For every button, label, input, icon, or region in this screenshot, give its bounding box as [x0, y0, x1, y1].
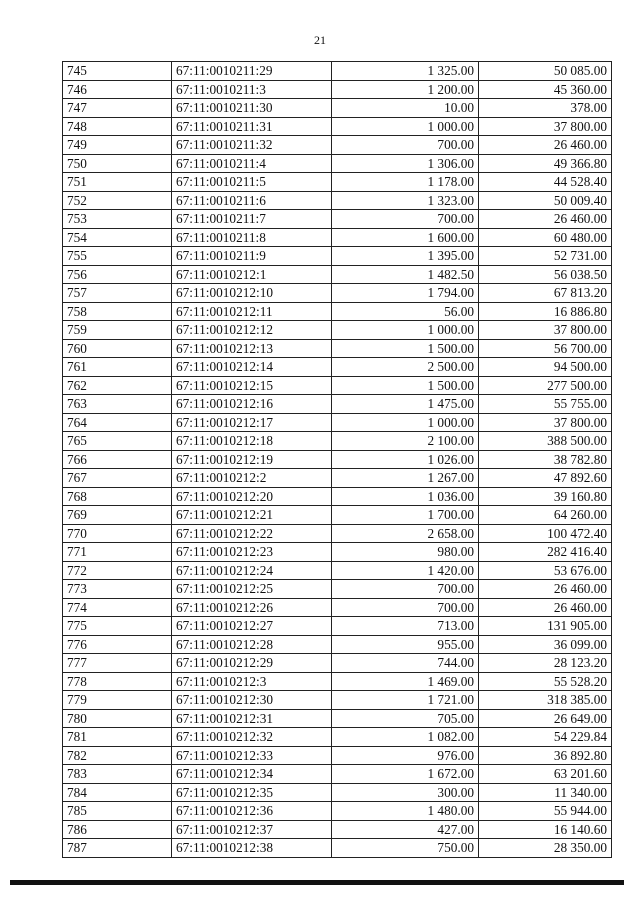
page-number: 21 [314, 33, 326, 47]
cadastral-number-cell: 67:11:0010212:33 [172, 746, 332, 765]
area-cell: 1 036.00 [332, 487, 479, 506]
cadastral-number-cell: 67:11:0010211:5 [172, 173, 332, 192]
cadastral-number-cell: 67:11:0010211:9 [172, 247, 332, 266]
value-cell: 36 892.80 [479, 746, 612, 765]
table-row [63, 709, 612, 728]
row-number-cell: 748 [63, 117, 172, 136]
row-number-cell: 759 [63, 321, 172, 340]
cadastral-number-cell: 67:11:0010212:11 [172, 302, 332, 321]
table-row [63, 247, 612, 266]
area-cell: 10.00 [332, 99, 479, 118]
cadastral-number-cell: 67:11:0010212:10 [172, 284, 332, 303]
area-cell: 1 721.00 [332, 691, 479, 710]
cadastral-number-cell: 67:11:0010212:17 [172, 413, 332, 432]
value-cell: 16 140.60 [479, 820, 612, 839]
value-cell: 38 782.80 [479, 450, 612, 469]
table-row [63, 321, 612, 340]
value-cell: 282 416.40 [479, 543, 612, 562]
value-cell: 28 350.00 [479, 839, 612, 858]
row-number-cell: 771 [63, 543, 172, 562]
cadastral-number-cell: 67:11:0010212:29 [172, 654, 332, 673]
value-cell: 63 201.60 [479, 765, 612, 784]
cadastral-number-cell: 67:11:0010211:29 [172, 62, 332, 81]
table-row [63, 432, 612, 451]
area-cell: 2 658.00 [332, 524, 479, 543]
row-number-cell: 765 [63, 432, 172, 451]
area-cell: 1 475.00 [332, 395, 479, 414]
table-row [63, 413, 612, 432]
table-row [63, 450, 612, 469]
table-row [63, 99, 612, 118]
area-cell: 700.00 [332, 136, 479, 155]
value-cell: 45 360.00 [479, 80, 612, 99]
row-number-cell: 776 [63, 635, 172, 654]
row-number-cell: 775 [63, 617, 172, 636]
row-number-cell: 746 [63, 80, 172, 99]
cadastral-number-cell: 67:11:0010212:32 [172, 728, 332, 747]
cadastral-number-cell: 67:11:0010212:25 [172, 580, 332, 599]
value-cell: 50 085.00 [479, 62, 612, 81]
row-number-cell: 766 [63, 450, 172, 469]
cadastral-number-cell: 67:11:0010212:31 [172, 709, 332, 728]
value-cell: 28 123.20 [479, 654, 612, 673]
table-row [63, 117, 612, 136]
cadastral-number-cell: 67:11:0010212:28 [172, 635, 332, 654]
cadastral-number-cell: 67:11:0010211:31 [172, 117, 332, 136]
cadastral-number-cell: 67:11:0010212:30 [172, 691, 332, 710]
value-cell: 100 472.40 [479, 524, 612, 543]
cadastral-number-cell: 67:11:0010212:37 [172, 820, 332, 839]
table-row [63, 783, 612, 802]
table-row [63, 154, 612, 173]
value-cell: 26 460.00 [479, 580, 612, 599]
table-row [63, 358, 612, 377]
cadastral-number-cell: 67:11:0010211:8 [172, 228, 332, 247]
cadastral-number-cell: 67:11:0010212:12 [172, 321, 332, 340]
table-row [63, 598, 612, 617]
area-cell: 700.00 [332, 210, 479, 229]
table-row [63, 395, 612, 414]
table-row [63, 765, 612, 784]
table-row [63, 839, 612, 858]
row-number-cell: 752 [63, 191, 172, 210]
row-number-cell: 773 [63, 580, 172, 599]
row-number-cell: 772 [63, 561, 172, 580]
cadastral-number-cell: 67:11:0010212:20 [172, 487, 332, 506]
row-number-cell: 785 [63, 802, 172, 821]
row-number-cell: 780 [63, 709, 172, 728]
row-number-cell: 750 [63, 154, 172, 173]
row-number-cell: 770 [63, 524, 172, 543]
area-cell: 2 500.00 [332, 358, 479, 377]
value-cell: 56 700.00 [479, 339, 612, 358]
row-number-cell: 783 [63, 765, 172, 784]
area-cell: 1 200.00 [332, 80, 479, 99]
table-row [63, 210, 612, 229]
table-row [63, 746, 612, 765]
cadastral-table [62, 61, 612, 858]
cadastral-number-cell: 67:11:0010212:18 [172, 432, 332, 451]
area-cell: 1 000.00 [332, 413, 479, 432]
table-row [63, 376, 612, 395]
area-cell: 1 082.00 [332, 728, 479, 747]
cadastral-number-cell: 67:11:0010212:19 [172, 450, 332, 469]
area-cell: 1 323.00 [332, 191, 479, 210]
cadastral-number-cell: 67:11:0010212:26 [172, 598, 332, 617]
value-cell: 318 385.00 [479, 691, 612, 710]
row-number-cell: 754 [63, 228, 172, 247]
cadastral-number-cell: 67:11:0010212:3 [172, 672, 332, 691]
table-row [63, 802, 612, 821]
row-number-cell: 764 [63, 413, 172, 432]
row-number-cell: 782 [63, 746, 172, 765]
area-cell: 1 500.00 [332, 376, 479, 395]
value-cell: 55 755.00 [479, 395, 612, 414]
value-cell: 37 800.00 [479, 321, 612, 340]
table-row [63, 469, 612, 488]
row-number-cell: 769 [63, 506, 172, 525]
table-row [63, 80, 612, 99]
bottom-divider [10, 880, 624, 885]
row-number-cell: 774 [63, 598, 172, 617]
area-cell: 1 500.00 [332, 339, 479, 358]
cadastral-number-cell: 67:11:0010212:36 [172, 802, 332, 821]
cadastral-number-cell: 67:11:0010212:14 [172, 358, 332, 377]
table-row [63, 524, 612, 543]
area-cell: 700.00 [332, 580, 479, 599]
area-cell: 1 672.00 [332, 765, 479, 784]
value-cell: 60 480.00 [479, 228, 612, 247]
value-cell: 56 038.50 [479, 265, 612, 284]
value-cell: 26 649.00 [479, 709, 612, 728]
area-cell: 1 325.00 [332, 62, 479, 81]
area-cell: 300.00 [332, 783, 479, 802]
area-cell: 1 482.50 [332, 265, 479, 284]
cadastral-number-cell: 67:11:0010212:34 [172, 765, 332, 784]
cadastral-number-cell: 67:11:0010212:23 [172, 543, 332, 562]
area-cell: 750.00 [332, 839, 479, 858]
area-cell: 56.00 [332, 302, 479, 321]
row-number-cell: 778 [63, 672, 172, 691]
area-cell: 2 100.00 [332, 432, 479, 451]
row-number-cell: 763 [63, 395, 172, 414]
row-number-cell: 758 [63, 302, 172, 321]
area-cell: 980.00 [332, 543, 479, 562]
table-row [63, 191, 612, 210]
value-cell: 49 366.80 [479, 154, 612, 173]
value-cell: 131 905.00 [479, 617, 612, 636]
area-cell: 427.00 [332, 820, 479, 839]
cadastral-number-cell: 67:11:0010211:32 [172, 136, 332, 155]
cadastral-number-cell: 67:11:0010212:1 [172, 265, 332, 284]
table-row [63, 654, 612, 673]
table-row [63, 506, 612, 525]
row-number-cell: 781 [63, 728, 172, 747]
row-number-cell: 784 [63, 783, 172, 802]
table-row [63, 820, 612, 839]
value-cell: 26 460.00 [479, 598, 612, 617]
cadastral-number-cell: 67:11:0010211:6 [172, 191, 332, 210]
area-cell: 713.00 [332, 617, 479, 636]
area-cell: 976.00 [332, 746, 479, 765]
value-cell: 388 500.00 [479, 432, 612, 451]
area-cell: 705.00 [332, 709, 479, 728]
row-number-cell: 787 [63, 839, 172, 858]
value-cell: 39 160.80 [479, 487, 612, 506]
cadastral-number-cell: 67:11:0010212:22 [172, 524, 332, 543]
row-number-cell: 779 [63, 691, 172, 710]
table-row [63, 487, 612, 506]
row-number-cell: 762 [63, 376, 172, 395]
row-number-cell: 753 [63, 210, 172, 229]
cadastral-number-cell: 67:11:0010212:38 [172, 839, 332, 858]
cadastral-number-cell: 67:11:0010212:15 [172, 376, 332, 395]
row-number-cell: 768 [63, 487, 172, 506]
cadastral-number-cell: 67:11:0010211:7 [172, 210, 332, 229]
value-cell: 26 460.00 [479, 136, 612, 155]
table-row [63, 543, 612, 562]
table-row [63, 173, 612, 192]
area-cell: 1 420.00 [332, 561, 479, 580]
area-cell: 1 600.00 [332, 228, 479, 247]
area-cell: 1 306.00 [332, 154, 479, 173]
cadastral-number-cell: 67:11:0010212:2 [172, 469, 332, 488]
value-cell: 26 460.00 [479, 210, 612, 229]
cadastral-number-cell: 67:11:0010212:16 [172, 395, 332, 414]
row-number-cell: 760 [63, 339, 172, 358]
area-cell: 1 700.00 [332, 506, 479, 525]
row-number-cell: 767 [63, 469, 172, 488]
area-cell: 1 000.00 [332, 117, 479, 136]
area-cell: 1 469.00 [332, 672, 479, 691]
area-cell: 1 178.00 [332, 173, 479, 192]
area-cell: 1 480.00 [332, 802, 479, 821]
row-number-cell: 777 [63, 654, 172, 673]
value-cell: 54 229.84 [479, 728, 612, 747]
value-cell: 378.00 [479, 99, 612, 118]
value-cell: 55 944.00 [479, 802, 612, 821]
cadastral-number-cell: 67:11:0010212:13 [172, 339, 332, 358]
table-row [63, 228, 612, 247]
row-number-cell: 751 [63, 173, 172, 192]
area-cell: 1 026.00 [332, 450, 479, 469]
cadastral-number-cell: 67:11:0010211:30 [172, 99, 332, 118]
value-cell: 53 676.00 [479, 561, 612, 580]
table-row [63, 635, 612, 654]
area-cell: 955.00 [332, 635, 479, 654]
table-row [63, 617, 612, 636]
cadastral-number-cell: 67:11:0010212:35 [172, 783, 332, 802]
row-number-cell: 761 [63, 358, 172, 377]
cadastral-number-cell: 67:11:0010212:27 [172, 617, 332, 636]
area-cell: 700.00 [332, 598, 479, 617]
area-cell: 1 794.00 [332, 284, 479, 303]
cadastral-number-cell: 67:11:0010211:3 [172, 80, 332, 99]
cadastral-number-cell: 67:11:0010211:4 [172, 154, 332, 173]
row-number-cell: 757 [63, 284, 172, 303]
value-cell: 11 340.00 [479, 783, 612, 802]
area-cell: 1 267.00 [332, 469, 479, 488]
value-cell: 52 731.00 [479, 247, 612, 266]
table-row [63, 691, 612, 710]
area-cell: 1 000.00 [332, 321, 479, 340]
row-number-cell: 755 [63, 247, 172, 266]
table-row [63, 672, 612, 691]
value-cell: 16 886.80 [479, 302, 612, 321]
table-row [63, 265, 612, 284]
value-cell: 94 500.00 [479, 358, 612, 377]
table-row [63, 580, 612, 599]
table-row [63, 62, 612, 81]
row-number-cell: 749 [63, 136, 172, 155]
row-number-cell: 747 [63, 99, 172, 118]
value-cell: 37 800.00 [479, 413, 612, 432]
value-cell: 277 500.00 [479, 376, 612, 395]
table-row [63, 302, 612, 321]
value-cell: 44 528.40 [479, 173, 612, 192]
table-row [63, 561, 612, 580]
table-row [63, 339, 612, 358]
value-cell: 55 528.20 [479, 672, 612, 691]
table-row [63, 136, 612, 155]
value-cell: 50 009.40 [479, 191, 612, 210]
cadastral-number-cell: 67:11:0010212:24 [172, 561, 332, 580]
value-cell: 64 260.00 [479, 506, 612, 525]
table-body [63, 62, 612, 858]
table-row [63, 284, 612, 303]
cadastral-number-cell: 67:11:0010212:21 [172, 506, 332, 525]
value-cell: 67 813.20 [479, 284, 612, 303]
row-number-cell: 786 [63, 820, 172, 839]
value-cell: 36 099.00 [479, 635, 612, 654]
area-cell: 1 395.00 [332, 247, 479, 266]
row-number-cell: 745 [63, 62, 172, 81]
area-cell: 744.00 [332, 654, 479, 673]
row-number-cell: 756 [63, 265, 172, 284]
table-row [63, 728, 612, 747]
value-cell: 47 892.60 [479, 469, 612, 488]
value-cell: 37 800.00 [479, 117, 612, 136]
